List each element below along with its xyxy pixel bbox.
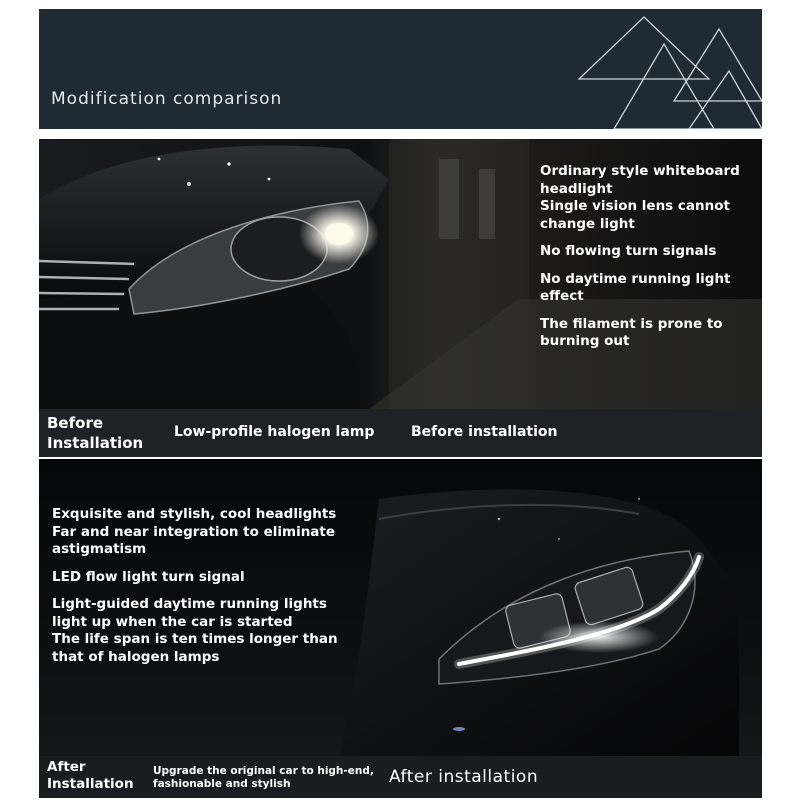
stage-label: After Installation (47, 759, 134, 792)
page-title: Modification comparison (51, 89, 283, 109)
feature-item: Single vision lens cannot change light (540, 198, 730, 232)
caption-right-label: After installation (389, 767, 539, 787)
caption-description: Upgrade the original car to high-end, fashionable and stylish (153, 765, 374, 790)
feature-item: No daytime running light effect (540, 270, 731, 304)
stage-label: Before Installation (47, 414, 144, 452)
feature-item: Ordinary style whiteboard headlight (540, 163, 740, 197)
triangle-decoration-icon (569, 9, 762, 129)
after-caption-bar (39, 756, 762, 798)
caption-description: Low-profile halogen lamp (174, 424, 375, 440)
after-installation-panel (39, 459, 762, 798)
feature-item: The life span is ten times longer than that of halogen lamps (52, 631, 338, 665)
before-caption-bar (39, 409, 762, 457)
after-feature-list (52, 506, 352, 676)
feature-item: LED flow light turn signal (52, 568, 245, 585)
feature-item: The filament is prone to burning out (540, 315, 723, 349)
before-feature-list (540, 163, 760, 361)
feature-item: Light-guided daytime running lights light up when the car is started (52, 596, 327, 630)
header-banner (39, 9, 762, 129)
feature-item: No flowing turn signals (540, 243, 717, 259)
caption-right-label: Before installation (411, 424, 558, 440)
feature-item: Exquisite and stylish, cool headlights (52, 506, 337, 522)
feature-item: Far and near integration to eliminate astigmatism (52, 523, 336, 557)
before-installation-panel (39, 139, 762, 457)
